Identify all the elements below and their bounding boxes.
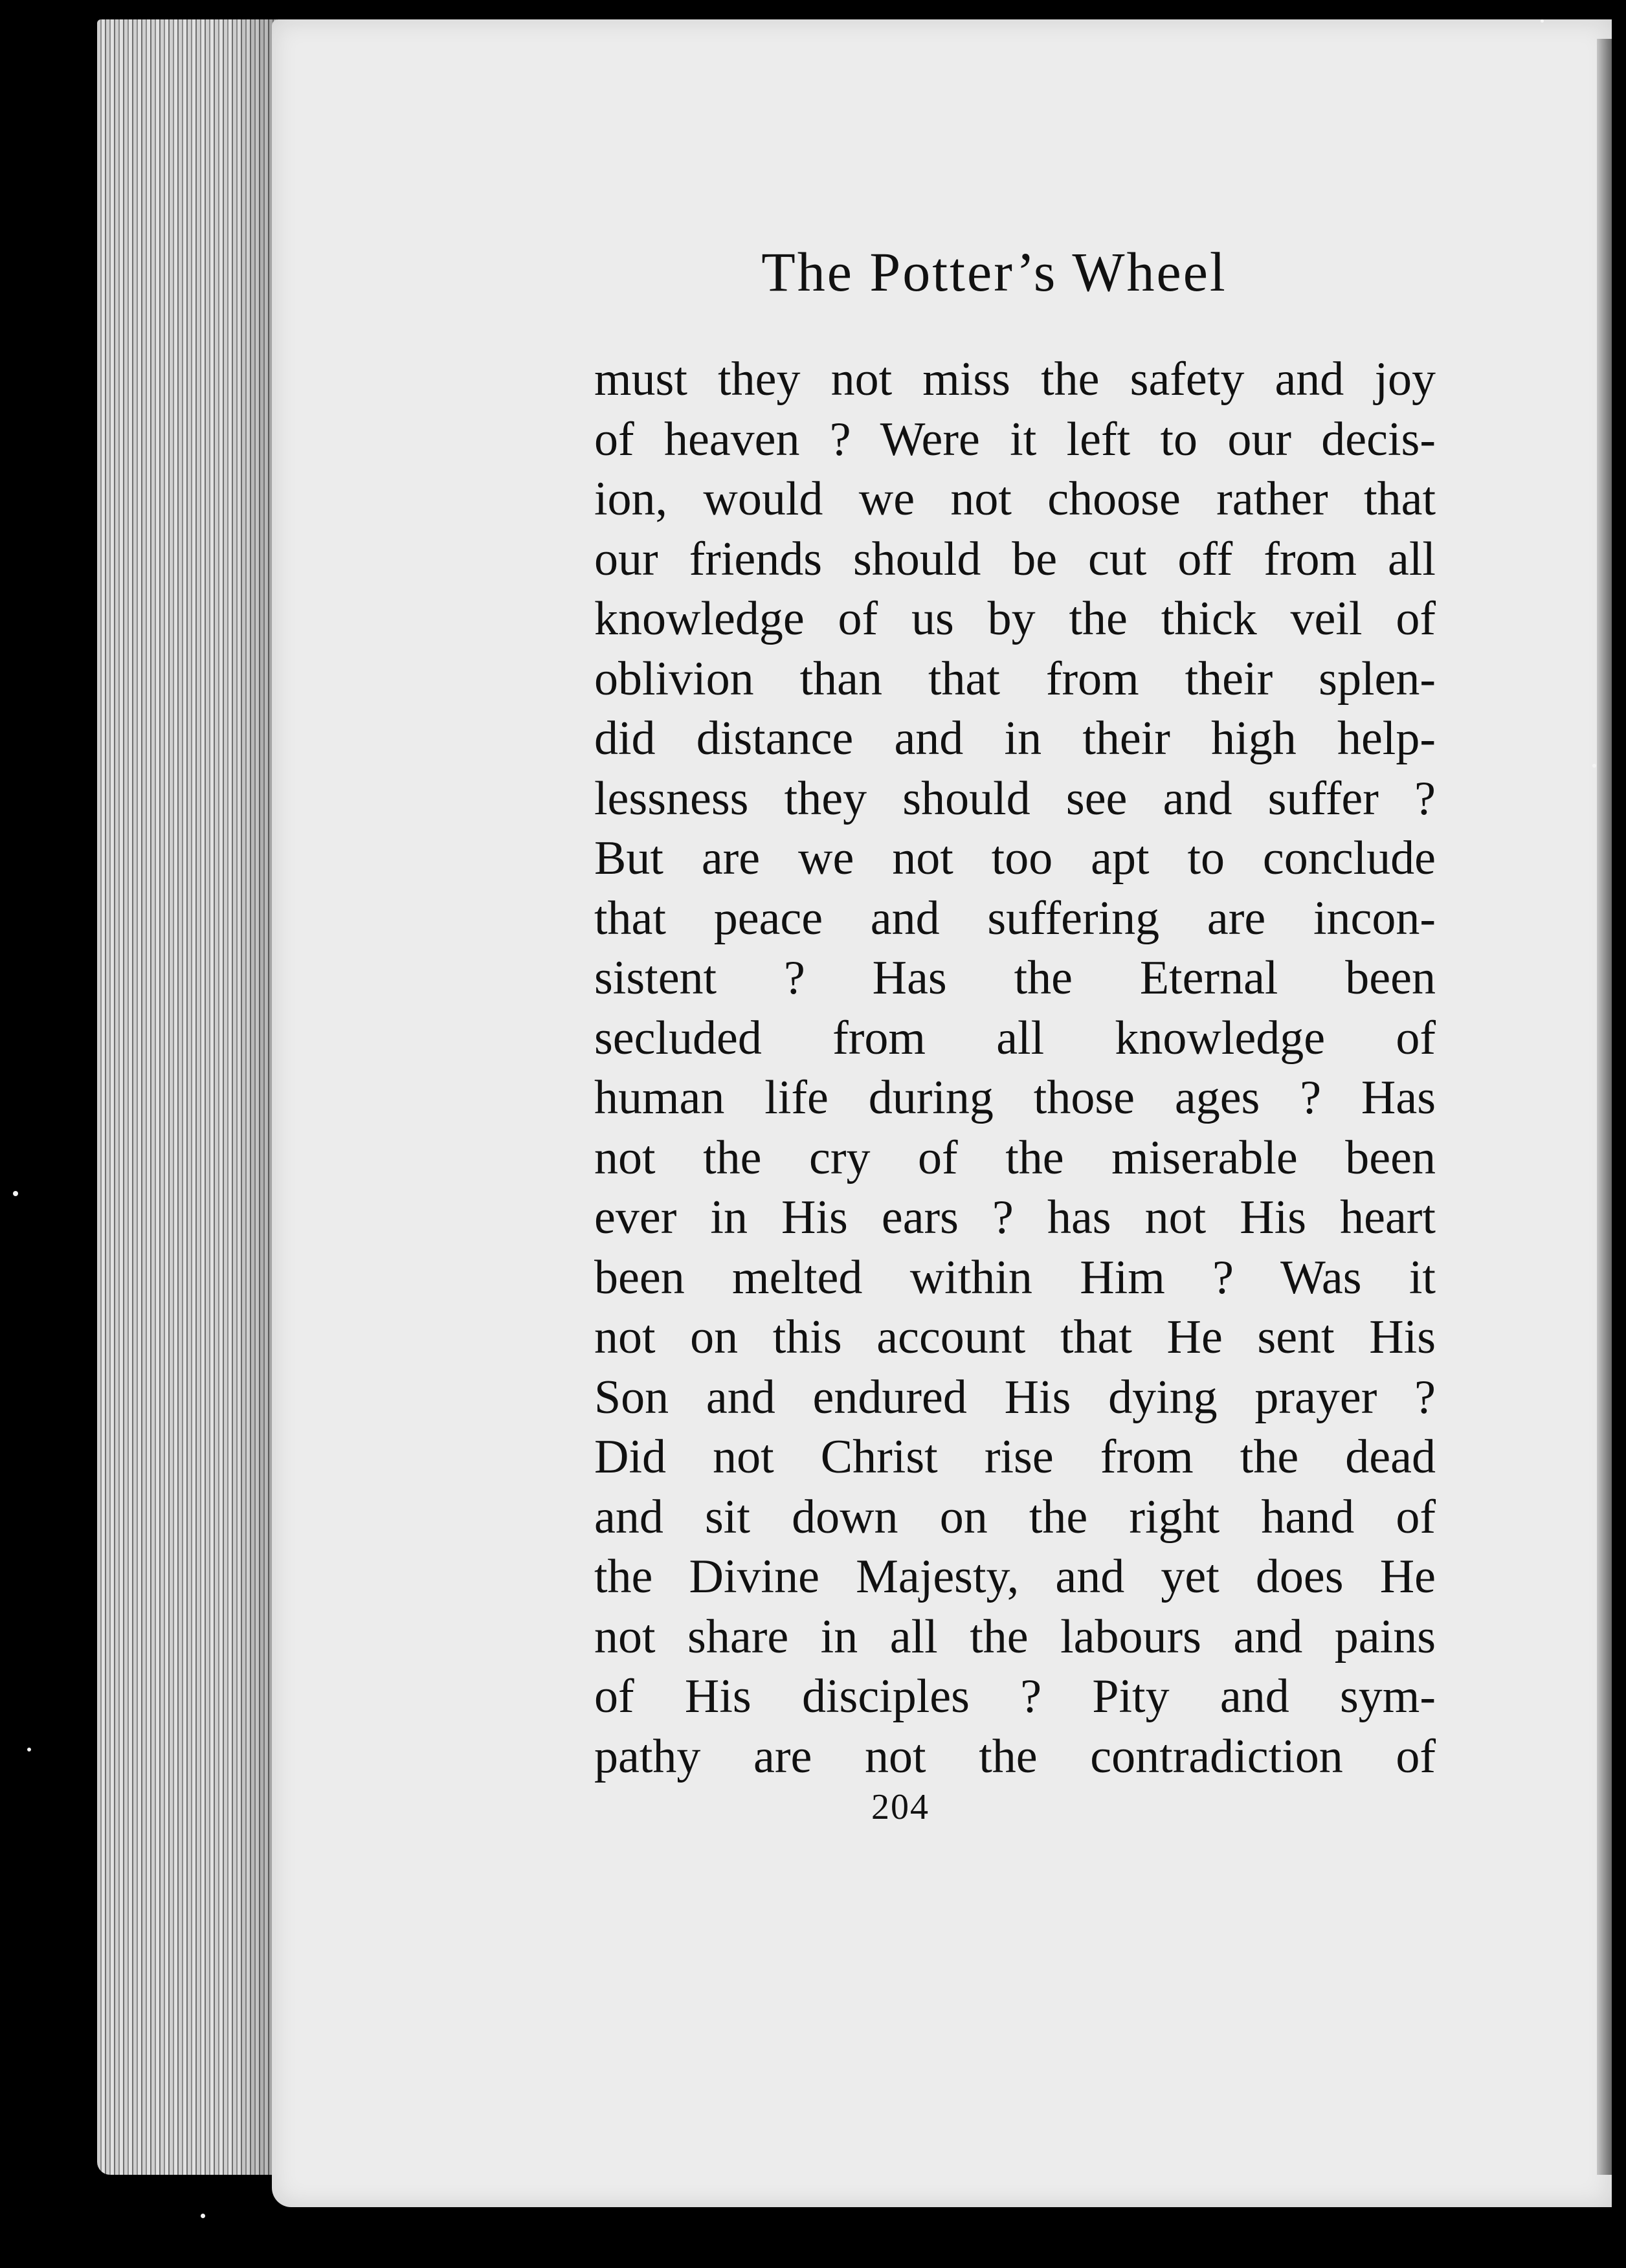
text-line: lessness they should see and suffer ?: [594, 772, 1436, 825]
text-line: and sit down on the right hand of: [594, 1490, 1436, 1544]
text-line: the Divine Majesty, and yet does He: [594, 1550, 1436, 1603]
running-head: The Potter’s Wheel: [761, 241, 1227, 303]
text-line: that peace and suffering are incon-: [594, 891, 1436, 945]
text-line: But are we not too apt to conclude: [594, 832, 1436, 885]
text-line: Did not Christ rise from the dead: [594, 1430, 1436, 1484]
text-line: not on this account that He sent His: [594, 1311, 1436, 1364]
text-line: ion, would we not choose rather that: [594, 472, 1436, 526]
text-line: Son and endured His dying prayer ?: [594, 1370, 1436, 1424]
text-line: of His disciples ? Pity and sym-: [594, 1670, 1436, 1723]
text-line: of heaven ? Were it left to our decis-: [594, 412, 1436, 466]
scan-speck: [13, 1191, 18, 1196]
text-line: not the cry of the miserable been: [594, 1131, 1436, 1184]
text-line: pathy are not the contradiction of: [594, 1729, 1436, 1783]
scan-speck: [1541, 19, 1544, 23]
text-line: sistent ? Has the Eternal been: [594, 951, 1436, 1005]
page-number: 204: [871, 1787, 930, 1827]
scan-speck: [27, 1748, 31, 1751]
text-line: been melted within Him ? Was it: [594, 1251, 1436, 1304]
text-line: knowledge of us by the thick veil of: [594, 592, 1436, 645]
text-line: not share in all the labours and pains: [594, 1610, 1436, 1663]
gutter-shadow: [1597, 39, 1626, 2175]
text-line: our friends should be cut off from all: [594, 532, 1436, 586]
scan-speck: [1592, 764, 1596, 768]
scan-speck: [201, 2214, 205, 2218]
text-line: oblivion than that from their splen-: [594, 652, 1436, 706]
body-text: [594, 350, 1436, 1786]
text-line: secluded from all knowledge of: [594, 1011, 1436, 1065]
text-line: must they not miss the safety and joy: [594, 353, 1436, 406]
text-line: ever in His ears ? has not His heart: [594, 1191, 1436, 1244]
text-line: did distance and in their high help-: [594, 712, 1436, 765]
text-line: human life during those ages ? Has: [594, 1071, 1436, 1124]
